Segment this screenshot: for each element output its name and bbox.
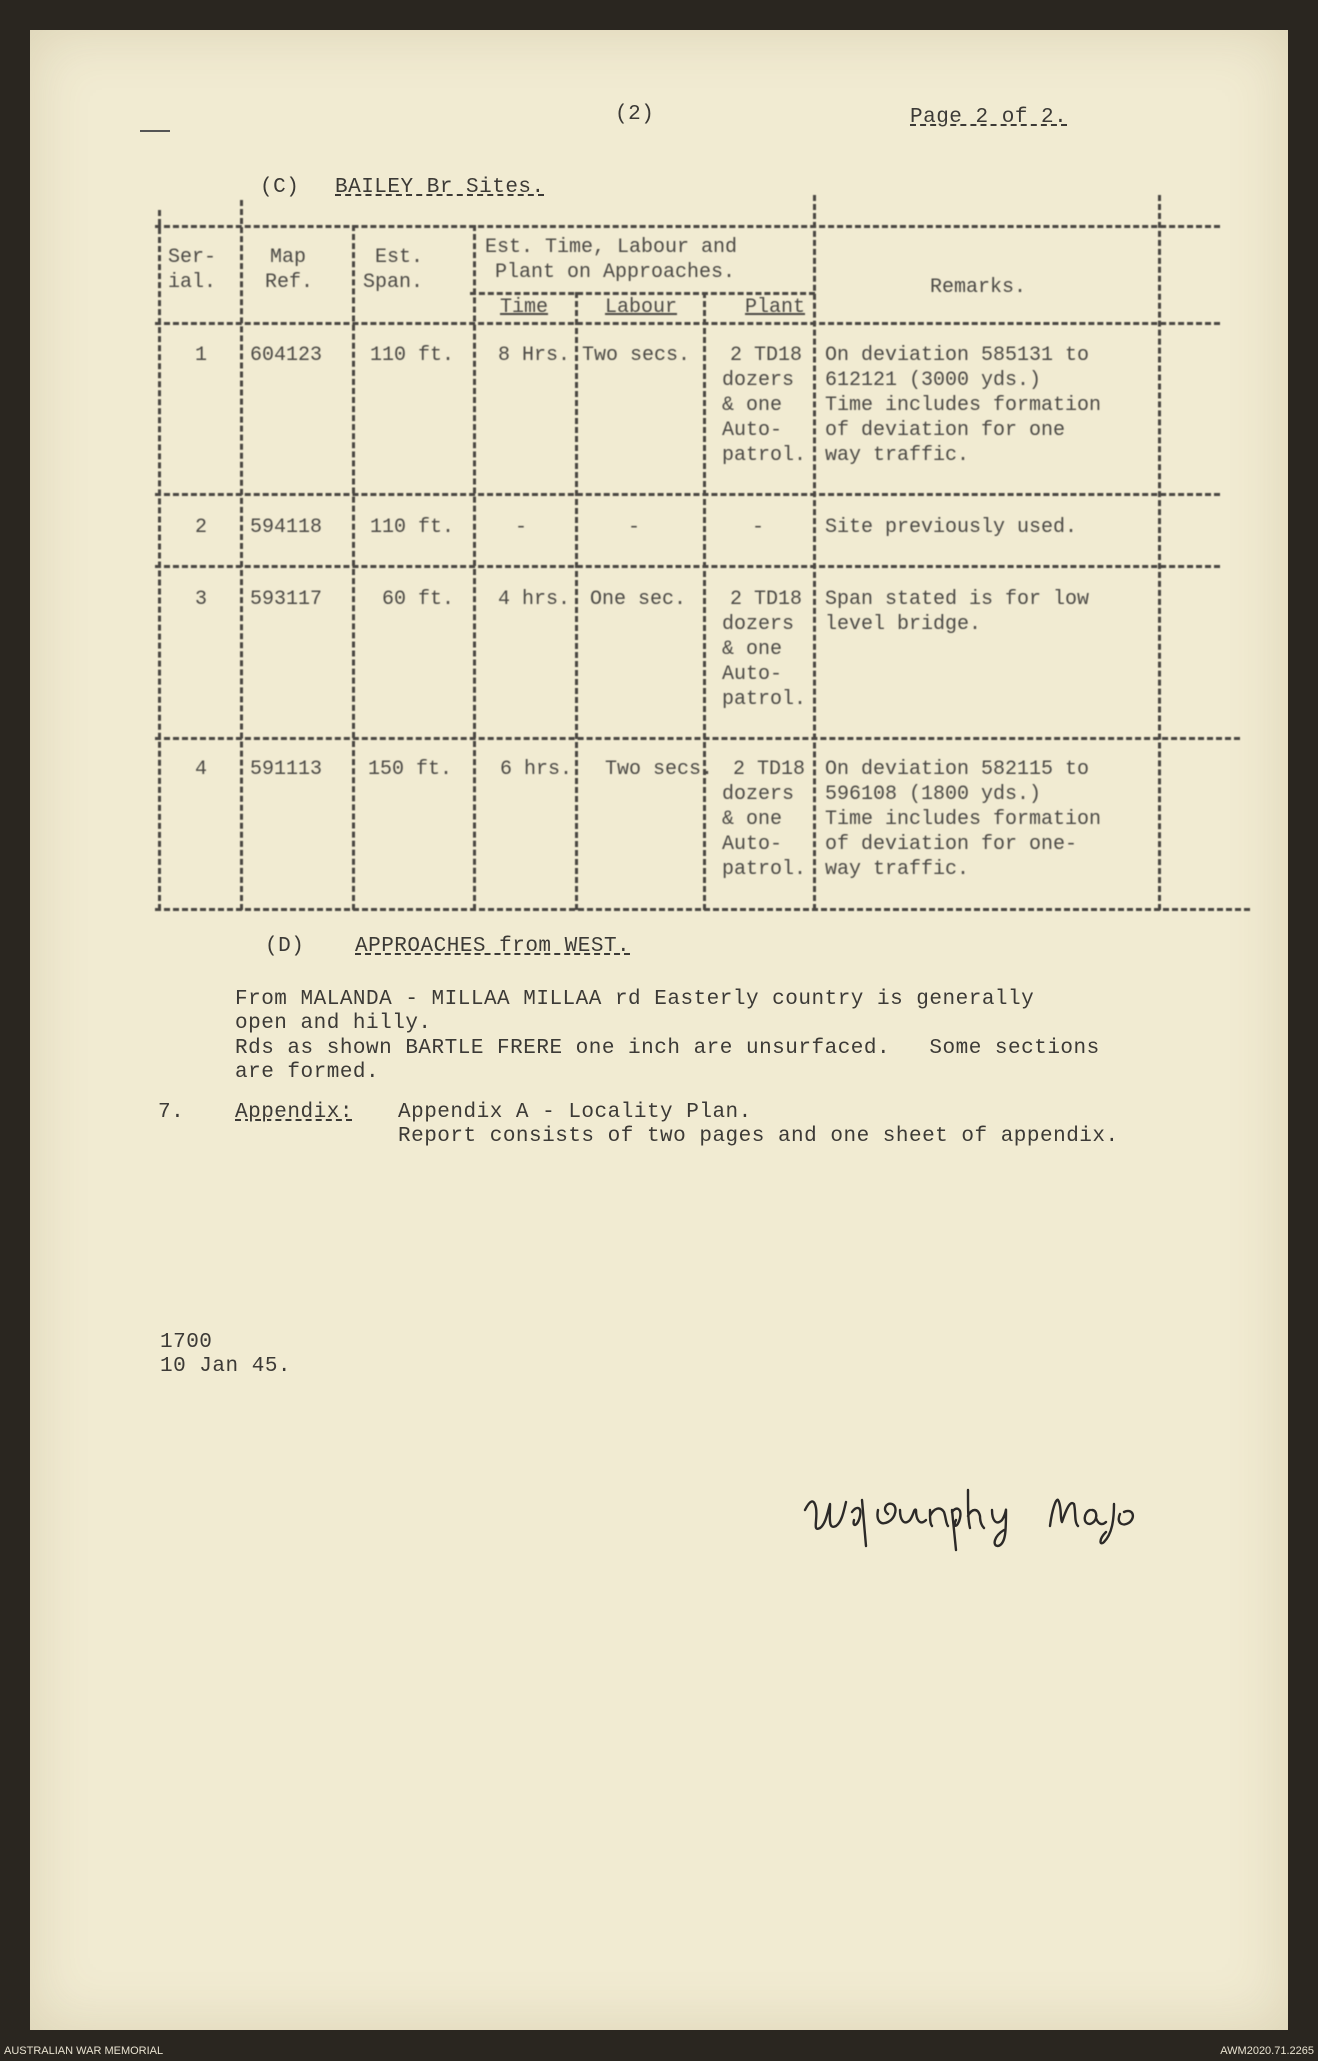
row1-mapref: 604123 <box>250 344 323 367</box>
row2-plant: - <box>752 516 765 539</box>
header-time: Time <box>500 296 549 319</box>
row1-plant: 2 TD18 <box>730 344 803 367</box>
header-labour: Labour <box>605 296 678 319</box>
header-group-1: Est. Time, Labour and <box>485 236 738 259</box>
row3-remarks: Span stated is for low <box>825 588 1090 611</box>
row4-plant: 2 TD18 <box>733 758 806 781</box>
row2-span: 110 ft. <box>370 516 455 539</box>
row1-remarks: way traffic. <box>825 444 970 467</box>
row4-plant: patrol. <box>722 858 807 881</box>
section-c-title: BAILEY Br Sites. <box>335 176 545 199</box>
row4-span: 150 ft. <box>368 758 453 781</box>
header-serial-1: Ser- <box>168 246 217 269</box>
page-number: (2) <box>615 103 655 126</box>
row1-plant: Auto- <box>722 419 783 442</box>
section-c-label: (C) <box>260 176 300 199</box>
header-serial-2: ial. <box>168 271 217 294</box>
row2-mapref: 594118 <box>250 516 323 539</box>
footer-right: AWM2020.71.2265 <box>1220 2045 1314 2057</box>
row1-plant: & one <box>722 394 783 417</box>
row1-plant: dozers <box>722 369 795 392</box>
section-d-line: Rds as shown BARTLE FRERE one inch are unsurfaced. Some sections <box>235 1037 1100 1060</box>
section-7-label: Appendix: <box>235 1101 353 1124</box>
table-col-rule <box>1158 195 1161 910</box>
row3-remarks: level bridge. <box>825 613 982 636</box>
row4-remarks: way traffic. <box>825 858 970 881</box>
table-rule <box>155 737 1240 740</box>
row1-span: 110 ft. <box>370 344 455 367</box>
section-d-title: APPROACHES from WEST. <box>355 935 631 958</box>
row1-remarks: On deviation 585131 to <box>825 344 1090 367</box>
row4-labour: Two secs. <box>605 758 714 781</box>
row3-plant: 2 TD18 <box>730 588 803 611</box>
table-rule <box>155 565 1220 568</box>
header-plant: Plant <box>745 296 806 319</box>
section-7-number: 7. <box>158 1101 185 1124</box>
section-d-label: (D) <box>265 935 305 958</box>
row4-time: 6 hrs. <box>500 758 573 781</box>
row4-plant: dozers <box>722 783 795 806</box>
header-group-2: Plant on Approaches. <box>495 261 736 284</box>
header-remarks: Remarks. <box>930 276 1027 299</box>
row4-remarks: of deviation for one- <box>825 833 1078 856</box>
row4-plant: Auto- <box>722 833 783 856</box>
row1-remarks: Time includes formation <box>825 394 1102 417</box>
table-rule <box>155 225 1220 228</box>
document-page <box>30 30 1288 2030</box>
table-col-rule <box>240 200 243 910</box>
footer-left: AUSTRALIAN WAR MEMORIAL <box>4 2045 164 2057</box>
row3-plant: patrol. <box>722 688 807 711</box>
row4-mapref: 591113 <box>250 758 323 781</box>
row4-remarks: On deviation 582115 to <box>825 758 1090 781</box>
row4-remarks: Time includes formation <box>825 808 1102 831</box>
section-d-line: open and hilly. <box>235 1012 432 1035</box>
row3-time: 4 hrs. <box>498 588 571 611</box>
row4-plant: & one <box>722 808 783 831</box>
row2-labour: - <box>628 516 641 539</box>
row1-remarks: of deviation for one <box>825 419 1066 442</box>
row3-serial: 3 <box>195 588 208 611</box>
margin-mark <box>140 130 170 132</box>
row4-serial: 4 <box>195 758 208 781</box>
page-label: Page 2 of 2. <box>910 106 1068 129</box>
row1-labour: Two secs. <box>582 344 691 367</box>
row1-serial: 1 <box>195 344 208 367</box>
table-col-rule <box>703 292 706 910</box>
row3-plant: & one <box>722 638 783 661</box>
row1-remarks: 612121 (3000 yds.) <box>825 369 1042 392</box>
header-mapref-2: Ref. <box>265 271 314 294</box>
table-col-rule <box>813 195 816 910</box>
table-col-rule <box>575 292 578 910</box>
time-stamp: 1700 <box>160 1331 213 1354</box>
date-stamp: 10 Jan 45. <box>160 1355 292 1378</box>
row3-labour: One sec. <box>590 588 687 611</box>
table-rule <box>155 493 1220 496</box>
handwritten-signature <box>800 1470 1180 1565</box>
table-rule <box>155 322 1220 325</box>
table-col-rule <box>158 210 161 910</box>
row3-span: 60 ft. <box>382 588 455 611</box>
section-d-line: From MALANDA - MILLAA MILLAA rd Easterly country is generally <box>235 988 1035 1011</box>
header-mapref-1: Map <box>270 246 307 269</box>
table-col-rule <box>352 225 355 910</box>
row2-time: - <box>515 516 528 539</box>
table-col-rule <box>473 225 476 910</box>
row2-serial: 2 <box>195 516 208 539</box>
row4-remarks: 596108 (1800 yds.) <box>825 783 1042 806</box>
row1-plant: patrol. <box>722 444 807 467</box>
row1-time: 8 Hrs. <box>498 344 571 367</box>
row2-remarks: Site previously used. <box>825 516 1078 539</box>
row3-plant: dozers <box>722 613 795 636</box>
section-7-line: Report consists of two pages and one sheet of appendix. <box>398 1125 1119 1148</box>
row3-mapref: 593117 <box>250 588 323 611</box>
section-d-line: are formed. <box>235 1061 380 1084</box>
row3-plant: Auto- <box>722 663 783 686</box>
section-7-line: Appendix A - Locality Plan. <box>398 1101 752 1124</box>
header-span-2: Span. <box>363 271 424 294</box>
header-span-1: Est. <box>375 246 424 269</box>
